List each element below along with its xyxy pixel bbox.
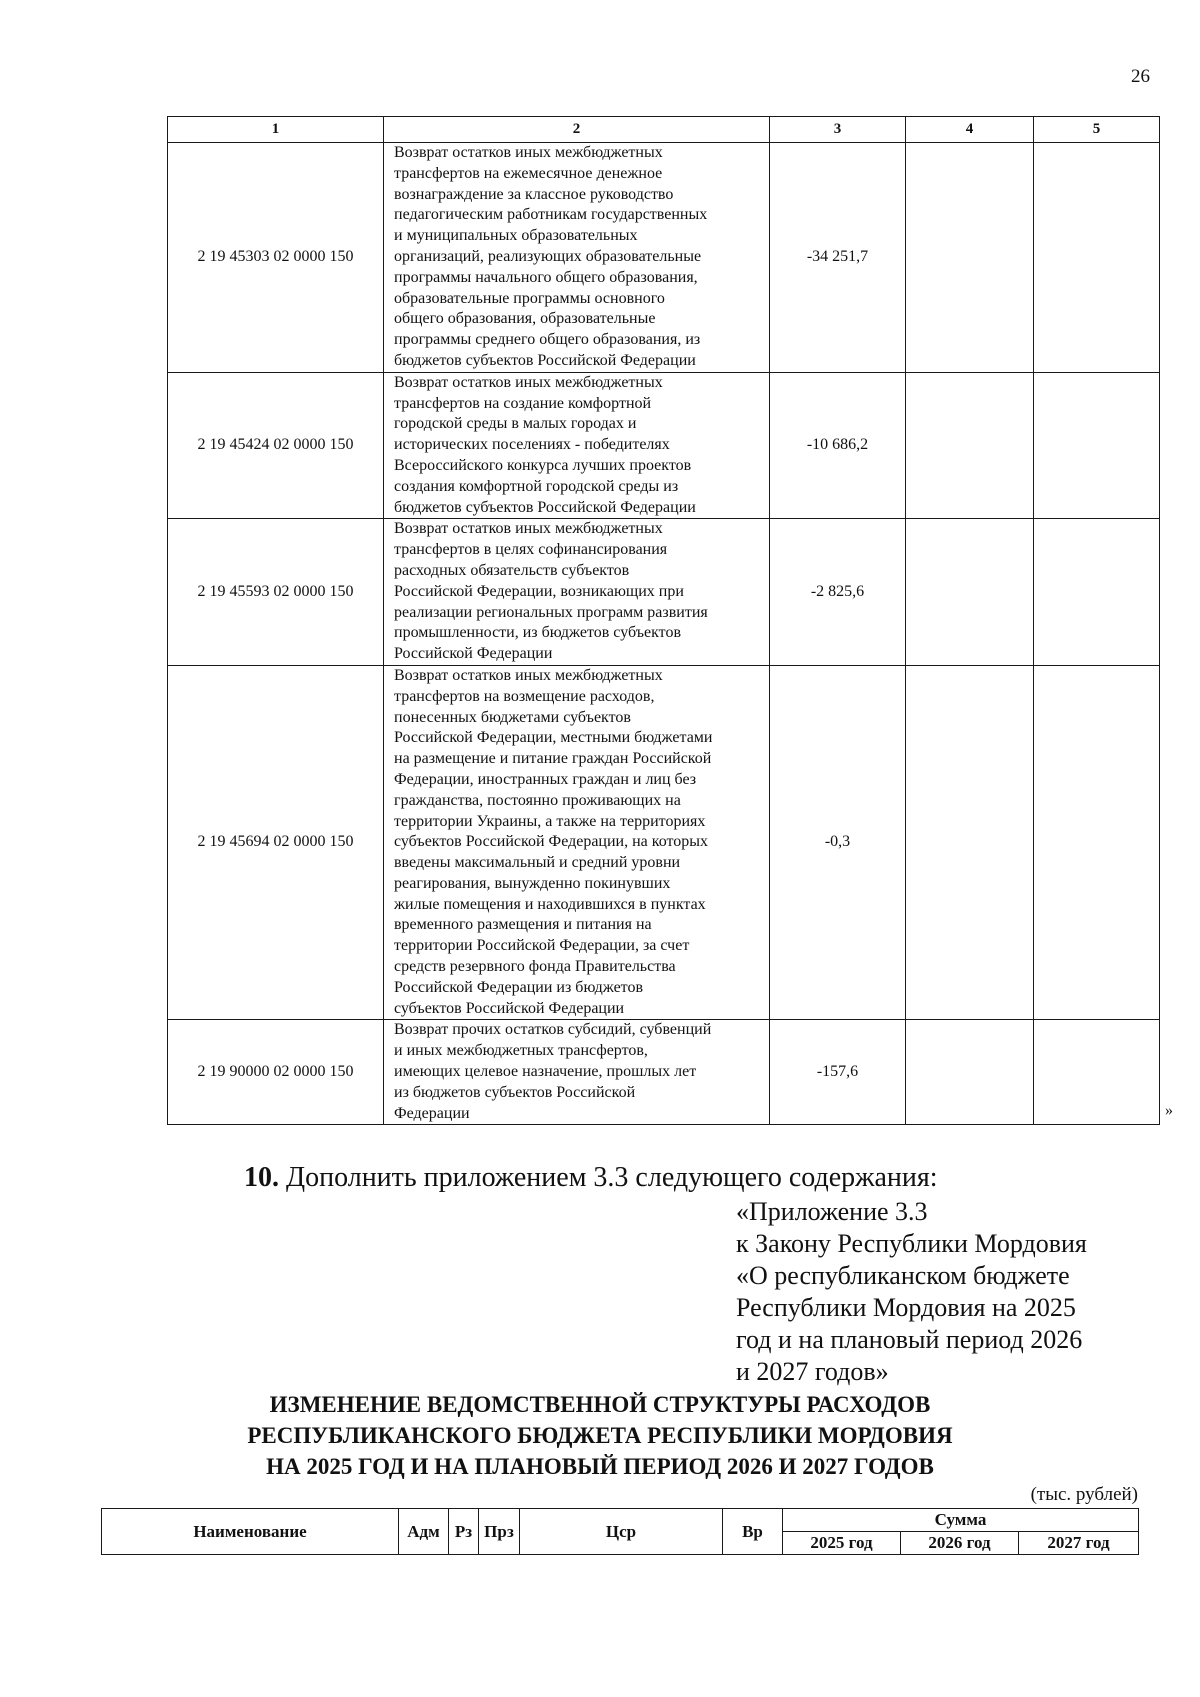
amount-cell: -157,6 — [770, 1020, 906, 1125]
description-line: на размещение и питание граждан Российской — [394, 750, 712, 768]
col5-cell — [1034, 143, 1160, 373]
description-line: Возврат остатков иных межбюджетных — [394, 373, 663, 391]
col-sum-header: Сумма — [783, 1509, 1139, 1532]
table2-header-row — [102, 1509, 1139, 1532]
description-line: программы среднего общего образования, из — [394, 331, 701, 349]
description-line: из бюджетов субъектов Российской — [394, 1083, 636, 1101]
table-row — [168, 143, 1160, 373]
col-vr-header: Вр — [723, 1509, 783, 1555]
budget-code-cell: 2 19 45694 02 0000 150 — [168, 665, 384, 1020]
description-line: Федерации, иностранных граждан и лиц без — [394, 770, 697, 788]
col4-cell — [906, 372, 1034, 519]
page-number: 26 — [1131, 66, 1150, 87]
units-label: (тыс. рублей) — [1030, 1484, 1138, 1505]
description-line: субъектов Российской Федерации, на которых — [394, 833, 709, 851]
description-line: имеющих целевое назначение, прошлых лет — [394, 1063, 697, 1081]
col5-cell — [1034, 372, 1160, 519]
description-line: и иных межбюджетных трансфертов, — [394, 1042, 648, 1060]
description-cell — [384, 1020, 770, 1125]
col5-cell — [1034, 665, 1160, 1020]
amount-cell: -0,3 — [770, 665, 906, 1020]
amount-cell: -2 825,6 — [770, 519, 906, 666]
col4-cell — [906, 143, 1034, 373]
col4-cell — [906, 1020, 1034, 1125]
amount-cell: -10 686,2 — [770, 372, 906, 519]
amount-cell: -34 251,7 — [770, 143, 906, 373]
description-line: гражданства, постоянно проживающих на — [394, 791, 681, 809]
annex-line: «Приложение 3.3 — [736, 1197, 928, 1226]
col-header-1: 1 — [168, 117, 384, 143]
budget-code-cell: 2 19 45593 02 0000 150 — [168, 519, 384, 666]
col-prz-header: Прз — [479, 1509, 520, 1555]
description-line: трансфертов на возмещение расходов, — [394, 687, 655, 705]
description-line: Российской Федерации из бюджетов — [394, 978, 643, 996]
description-line: вознаграждение за классное руководство — [394, 185, 674, 203]
budget-code-cell: 2 19 45303 02 0000 150 — [168, 143, 384, 373]
table-row — [168, 519, 1160, 666]
col-adm-header: Адм — [399, 1509, 449, 1555]
description-line: Всероссийского конкурса лучших проектов — [394, 456, 692, 474]
description-line: реализации региональных программ развития — [394, 603, 708, 621]
description-cell — [384, 665, 770, 1020]
description-line: создания комфортной городской среды из — [394, 477, 679, 495]
description-line: Российской Федерации, возникающих при — [394, 582, 684, 600]
col-header-2: 2 — [384, 117, 770, 143]
col-name-header: Наименование — [102, 1509, 399, 1555]
amendment-item-10 — [244, 1162, 938, 1194]
col4-cell — [906, 519, 1034, 666]
budget-code-cell: 2 19 45424 02 0000 150 — [168, 372, 384, 519]
annex-line: «О республиканском бюджете — [736, 1261, 1070, 1290]
table-row — [168, 372, 1160, 519]
description-line: введены максимальный и средний уровни — [394, 854, 681, 872]
description-line: трансфертов в целях софинансирования — [394, 541, 668, 559]
expenditure-structure-table — [101, 1508, 1139, 1555]
col-csr-header: Цср — [520, 1509, 723, 1555]
annex-line: год и на плановый период 2026 — [736, 1325, 1083, 1354]
description-line: расходных обязательств субъектов — [394, 561, 630, 579]
description-line: реагирования, вынужденно покинувших — [394, 874, 671, 892]
description-line: трансфертов на создание комфортной — [394, 394, 652, 412]
description-line: общего образования, образовательные — [394, 310, 656, 328]
description-line: территории Российской Федерации, за счет — [394, 937, 690, 955]
col-header-5: 5 — [1034, 117, 1160, 143]
budget-code-cell: 2 19 90000 02 0000 150 — [168, 1020, 384, 1125]
description-line: исторических поселениях - победителях — [394, 436, 670, 454]
description-line: временного размещения и питания на — [394, 916, 652, 934]
description-cell — [384, 143, 770, 373]
description-line: организаций, реализующих образовательные — [394, 247, 702, 265]
description-line: Возврат остатков иных межбюджетных — [394, 666, 663, 684]
description-line: субъектов Российской Федерации — [394, 999, 625, 1017]
description-line: городской среды в малых городах и — [394, 415, 637, 433]
closing-quote: » — [1165, 1102, 1173, 1119]
col-year-2027: 2027 год — [1019, 1532, 1139, 1555]
col-rz-header: Рз — [449, 1509, 479, 1555]
heading-line: РЕСПУБЛИКАНСКОГО БЮДЖЕТА РЕСПУБЛИКИ МОРДОВИЯ — [247, 1423, 953, 1448]
col5-cell — [1034, 519, 1160, 666]
description-line: программы начального общего образования, — [394, 268, 698, 286]
returns-table — [167, 116, 1160, 1125]
col-year-2026: 2026 год — [901, 1532, 1019, 1555]
item-number: 10. — [244, 1162, 279, 1193]
table-row — [168, 665, 1160, 1020]
description-line: трансфертов на ежемесячное денежное — [394, 164, 663, 182]
description-line: территории Украины, а также на территориях — [394, 812, 706, 830]
description-line: бюджетов субъектов Российской Федерации — [394, 351, 696, 369]
item-text: Дополнить приложением 3.3 следующего содержания: — [279, 1162, 938, 1193]
description-line: средств резервного фонда Правительства — [394, 958, 676, 976]
col-header-3: 3 — [770, 117, 906, 143]
col5-cell — [1034, 1020, 1160, 1125]
description-line: Возврат остатков иных межбюджетных — [394, 520, 663, 538]
annex-reference — [736, 1196, 1087, 1388]
description-line: понесенных бюджетами субъектов — [394, 708, 631, 726]
description-line: бюджетов субъектов Российской Федерации — [394, 498, 696, 516]
description-line: и муниципальных образовательных — [394, 227, 638, 245]
col-year-2025: 2025 год — [783, 1532, 901, 1555]
annex-line: и 2027 годов» — [736, 1357, 889, 1386]
heading-line: ИЗМЕНЕНИЕ ВЕДОМСТВЕННОЙ СТРУКТУРЫ РАСХОДОВ — [269, 1392, 931, 1417]
description-line: Российской Федерации — [394, 645, 553, 663]
col4-cell — [906, 665, 1034, 1020]
heading-line: НА 2025 ГОД И НА ПЛАНОВЫЙ ПЕРИОД 2026 И 2027 ГОДОВ — [266, 1454, 934, 1479]
description-line: жилые помещения и находившихся в пунктах — [394, 895, 706, 913]
annex-line: к Закону Республики Мордовия — [736, 1229, 1087, 1258]
returns-table-header-row — [168, 117, 1160, 143]
annex-line: Республики Мордовия на 2025 — [736, 1293, 1076, 1322]
description-line: педагогическим работникам государственных — [394, 206, 708, 224]
table-row — [168, 1020, 1160, 1125]
description-line: Возврат остатков иных межбюджетных — [394, 144, 663, 161]
description-line: Российской Федерации, местными бюджетами — [394, 729, 713, 747]
description-line: образовательные программы основного — [394, 289, 665, 307]
description-cell — [384, 372, 770, 519]
col-header-4: 4 — [906, 117, 1034, 143]
description-line: промышленности, из бюджетов субъектов — [394, 624, 681, 642]
description-line: Возврат прочих остатков субсидий, субвенций — [394, 1021, 712, 1039]
section-heading — [200, 1389, 1000, 1482]
description-line: Федерации — [394, 1104, 470, 1122]
description-cell — [384, 519, 770, 666]
